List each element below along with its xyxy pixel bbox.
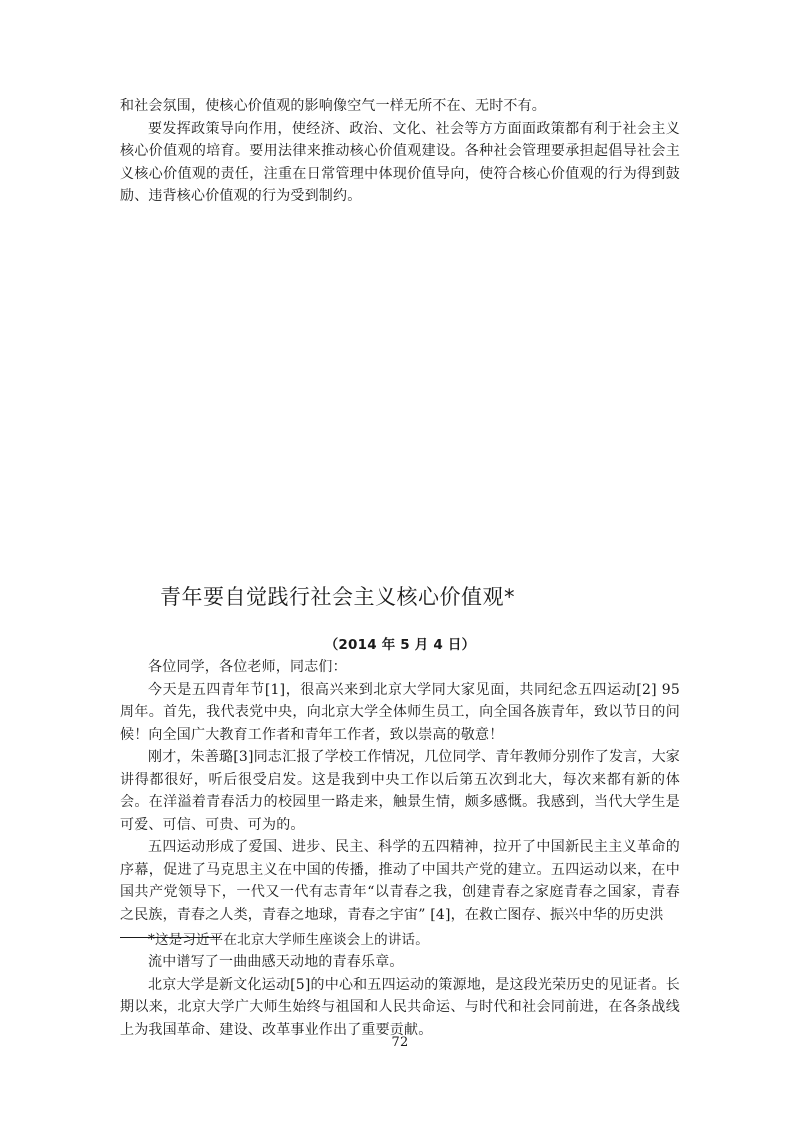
paragraph: 要发挥政策导向作用，使经济、政治、文化、社会等方方面面政策都有利于社会主义核心价值观的培育。要用法律来推动核心价值观建设。各种社会管理要承担起倡导社会主义核心价值观的责任，注重在日常管理中体现价值导向，使符合核心价值观的行为得到鼓励、违背核心价值观的行为受到制约。 — [120, 120, 680, 204]
paragraph: 今天是五四青年节[1]，很高兴来到北京大学同大家见面，共同纪念五四运动[2] 95 周年。首先，我代表党中央，向北京大学全体师生员工，向全国各族青年，致以节日的问候！向全国广大教育工作者和青年工作者，致以崇高的敬意！ — [120, 681, 680, 743]
page-number: 72 — [391, 1035, 409, 1050]
article-body — [120, 656, 680, 926]
previous-section-text — [120, 95, 680, 208]
paragraph: 流中谱写了一曲曲感天动地的青春乐章。 — [148, 954, 404, 970]
paragraph: 和社会氛围，使核心价值观的影响像空气一样无所不在、无时不有。 — [120, 98, 546, 114]
footnote: *这是习近平在北京大学师生座谈会上的讲话。 — [148, 932, 429, 948]
article-title: 青年要自觉践行社会主义核心价值观* — [160, 585, 515, 609]
paragraph: 五四运动形成了爱国、进步、民主、科学的五四精神，拉开了中国新民主主义革命的序幕，促进了马克思主义在中国的传播，推动了中国共产党的建立。五四运动以来，在中国共产党领导下，一代又一代有志青年“以青春之我，创建青春之家庭青春之国家，青春之民族，青春之人类，青春之地球，青春之宇宙” [4]，在救亡图存、振兴中华的历史洪 — [120, 839, 680, 923]
salutation: 各位同学，各位老师，同志们： — [148, 659, 347, 675]
article-body-continued — [120, 951, 680, 1041]
paragraph: 北京大学是新文化运动[5]的中心和五四运动的策源地，是这段光荣历史的见证者。长期以来，北京大学广大师生始终与祖国和人民共命运、与时代和社会同前进，在各条战线上为我国革命、建设、改革事业作出了重要贡献。 — [120, 976, 680, 1038]
paragraph: 刚才，朱善璐[3]同志汇报了学校工作情况，几位同学、青年教师分别作了发言，大家讲得都很好，听后很受启发。这是我到中央工作以后第五次到北大，每次来都有新的体会。在洋溢着青春活力的校园里一路走来，触景生情，颇多感慨。我感到，当代大学生是可爱、可信、可贵、可为的。 — [120, 749, 680, 833]
article-date: （2014 年 5 月 4 日） — [324, 637, 476, 653]
